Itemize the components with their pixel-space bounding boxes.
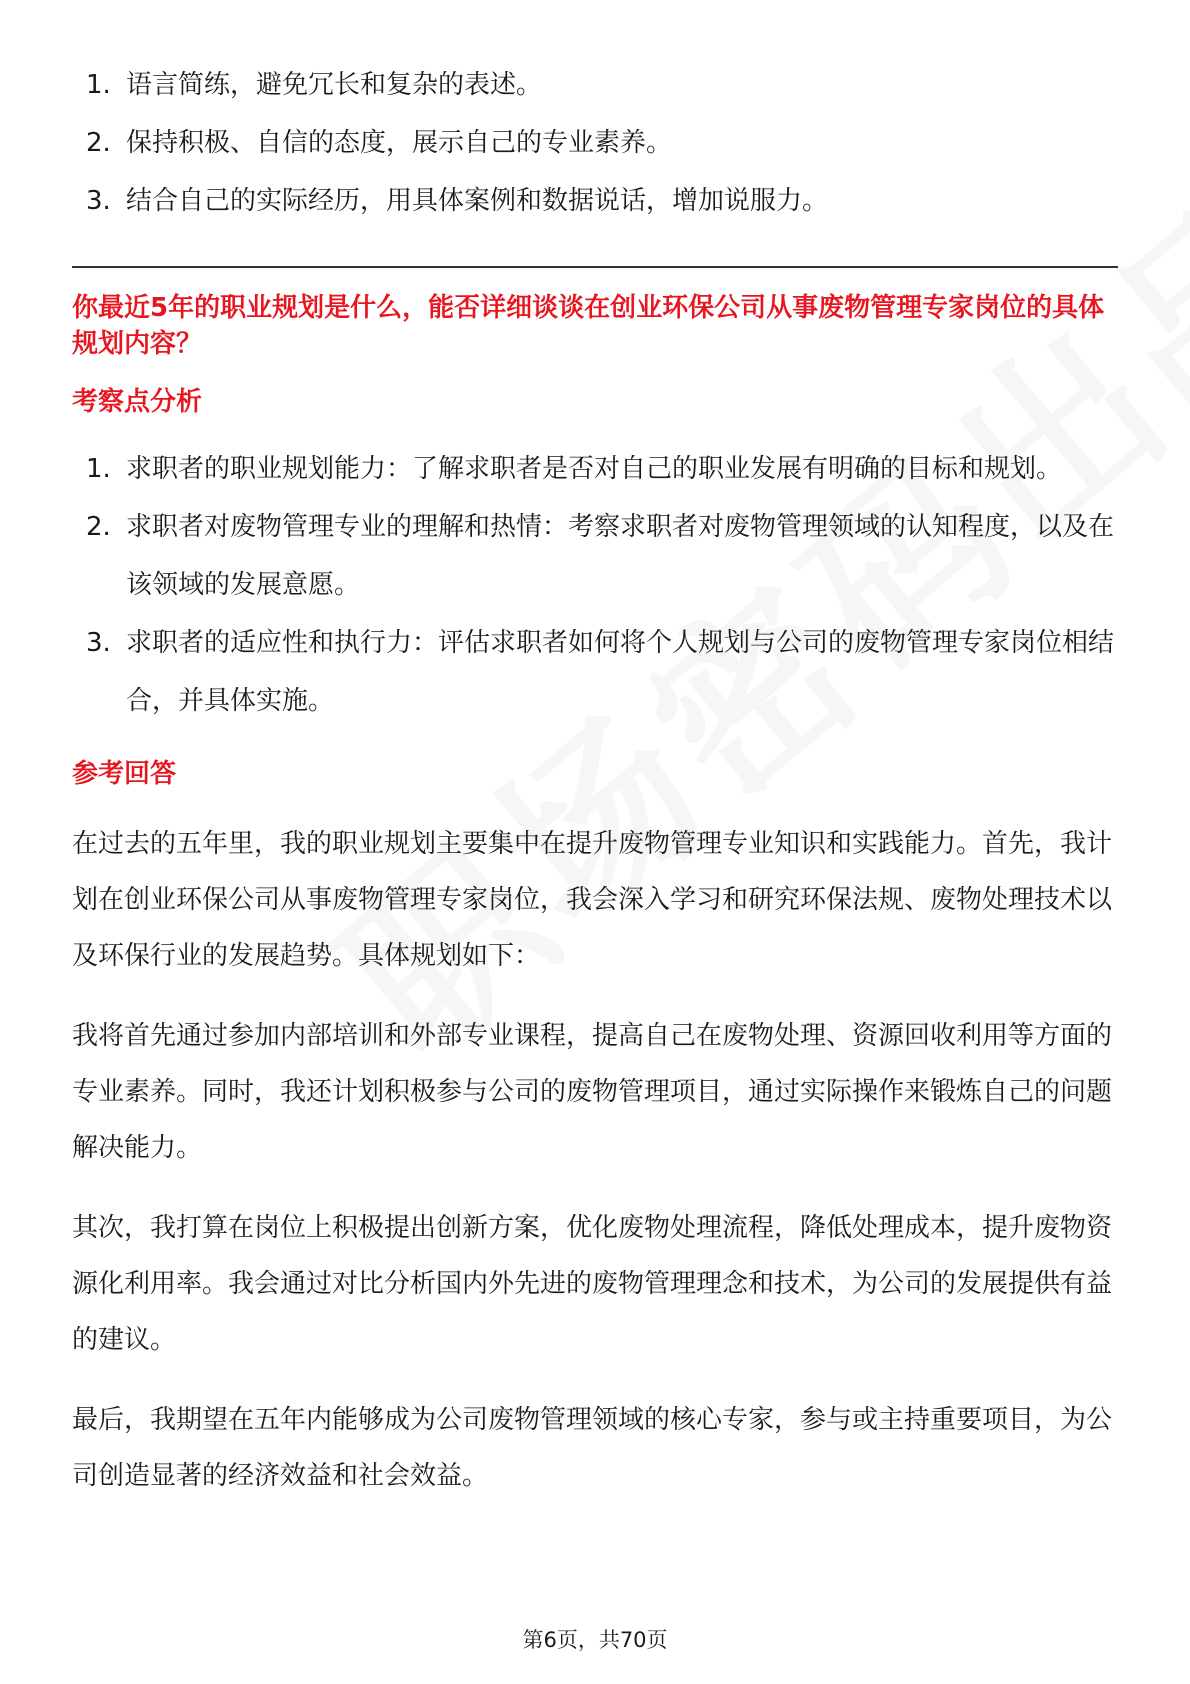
list-text: 语言简练，避免冗长和复杂的表述。 (126, 70, 543, 100)
list-item (72, 114, 1118, 172)
interview-question: 你最近5年的职业规划是什么，能否详细谈谈在创业环保公司从事废物管理专家岗位的具体规划内容？ (72, 293, 1105, 359)
list-text: 求职者对废物管理专业的理解和热情：考察求职者对废物管理领域的认知程度，以及在该领域的发展意愿。 (126, 512, 1115, 600)
answer-heading: 参考回答 (72, 759, 177, 789)
answer-paragraph: 我将首先通过参加内部培训和外部专业课程，提高自己在废物处理、资源回收利用等方面的专业素养。同时，我还计划积极参与公司的废物管理项目，通过实际操作来锻炼自己的问题解决能力。 (72, 1021, 1113, 1163)
list-text: 求职者的适应性和执行力：评估求职者如何将个人规划与公司的废物管理专家岗位相结合，并具体实施。 (126, 628, 1115, 716)
section-divider (72, 266, 1118, 268)
list-item (72, 56, 1118, 114)
list-text: 保持积极、自信的态度，展示自己的专业素养。 (126, 128, 673, 158)
list-item (72, 498, 1118, 614)
list-number: 1. (86, 454, 111, 484)
list-number: 3. (86, 628, 111, 658)
list-item (72, 440, 1118, 498)
list-number: 2. (86, 512, 111, 542)
answer-paragraph: 在过去的五年里，我的职业规划主要集中在提升废物管理专业知识和实践能力。首先，我计划在创业环保公司从事废物管理专家岗位，我会深入学习和研究环保法规、废物处理技术以及环保行业的发展趋势。具体规划如下： (72, 829, 1113, 971)
analysis-list (72, 440, 1118, 730)
page-number: 第6页，共70页 (522, 1628, 668, 1652)
answer-paragraph: 最后，我期望在五年内能够成为公司废物管理领域的核心专家，参与或主持重要项目，为公司创造显著的经济效益和社会效益。 (72, 1405, 1113, 1491)
list-number: 1. (86, 70, 111, 100)
answer-paragraph: 其次，我打算在岗位上积极提出创新方案，优化废物处理流程，降低处理成本，提升废物资源化利用率。我会通过对比分析国内外先进的废物管理理念和技术，为公司的发展提供有益的建议。 (72, 1213, 1113, 1355)
list-number: 2. (86, 128, 111, 158)
list-item (72, 172, 1118, 230)
list-text: 结合自己的实际经历，用具体案例和数据说话，增加说服力。 (126, 186, 829, 216)
page-content (72, 56, 1118, 1528)
list-number: 3. (86, 186, 111, 216)
list-item (72, 614, 1118, 730)
list-text: 求职者的职业规划能力：了解求职者是否对自己的职业发展有明确的目标和规划。 (126, 454, 1063, 484)
analysis-heading: 考察点分析 (72, 387, 203, 417)
tips-list (72, 56, 1118, 230)
